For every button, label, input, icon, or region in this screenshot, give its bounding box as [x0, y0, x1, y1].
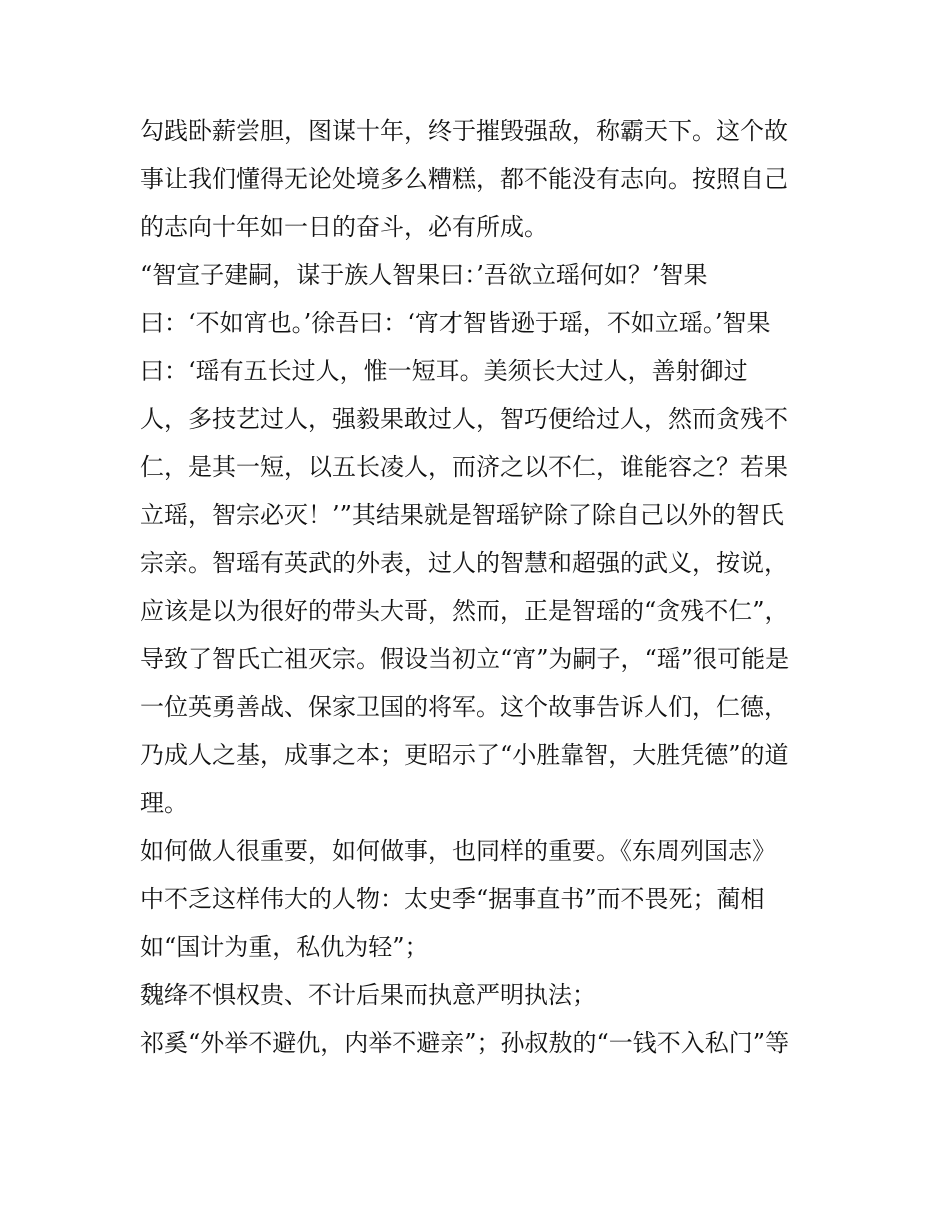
text-line: 魏绛不惧权贵、不计后果而执意严明执法；	[140, 981, 596, 1009]
text-line: 导致了智氏亡祖灭宗。假设当初立“宵”为嗣子，“瑶”很可能是	[140, 645, 790, 673]
text-line: 勾践卧薪尝胆，图谋十年，终于摧毁强敌，称霸天下。这个故	[140, 117, 788, 145]
text-line: 如何做人很重要，如何做事，也同样的重要。《东周列国志》	[140, 837, 776, 865]
text-line: 人，多技艺过人，强毅果敢过人，智巧便给过人，然而贪残不	[140, 405, 788, 433]
text-line: 曰：‘不如宵也。’徐吾曰：‘宵才智皆逊于瑶，不如立瑶。’智果	[140, 309, 771, 337]
text-line: 理。	[140, 789, 188, 817]
text-line: 事让我们懂得无论处境多么糟糕，都不能没有志向。按照自己	[140, 165, 788, 193]
body-text	[140, 107, 830, 1067]
text-line: 仁，是其一短，以五长凌人，而济之以不仁，谁能容之？若果	[140, 453, 788, 481]
text-line: 曰：‘瑶有五长过人，惟一短耳。美须长大过人，善射御过	[140, 357, 748, 385]
text-line: 祁奚“外举不避仇，内举不避亲”；孙叔敖的“一钱不入私门”等	[140, 1029, 790, 1057]
text-line: 中不乏这样伟大的人物：太史季“据事直书”而不畏死；蔺相	[140, 885, 765, 913]
text-line: 如“国计为重，私仇为轻”；	[140, 933, 429, 961]
text-line: “智宣子建嗣，谋于族人智果曰：’吾欲立瑶何如？’智果	[140, 261, 708, 289]
text-line: 的志向十年如一日的奋斗，必有所成。	[140, 213, 548, 241]
text-line: 立瑶，智宗必灭！’”其结果就是智瑶铲除了除自己以外的智氏	[140, 501, 784, 529]
text-line: 乃成人之基，成事之本；更昭示了“小胜靠智，大胜凭德”的道	[140, 741, 789, 769]
text-line: 一位英勇善战、保家卫国的将军。这个故事告诉人们，仁德，	[140, 693, 788, 721]
text-line: 宗亲。智瑶有英武的外表，过人的智慧和超强的武义，按说，	[140, 549, 788, 577]
text-line: 应该是以为很好的带头大哥，然而，正是智瑶的“贪残不仁”，	[140, 597, 789, 625]
